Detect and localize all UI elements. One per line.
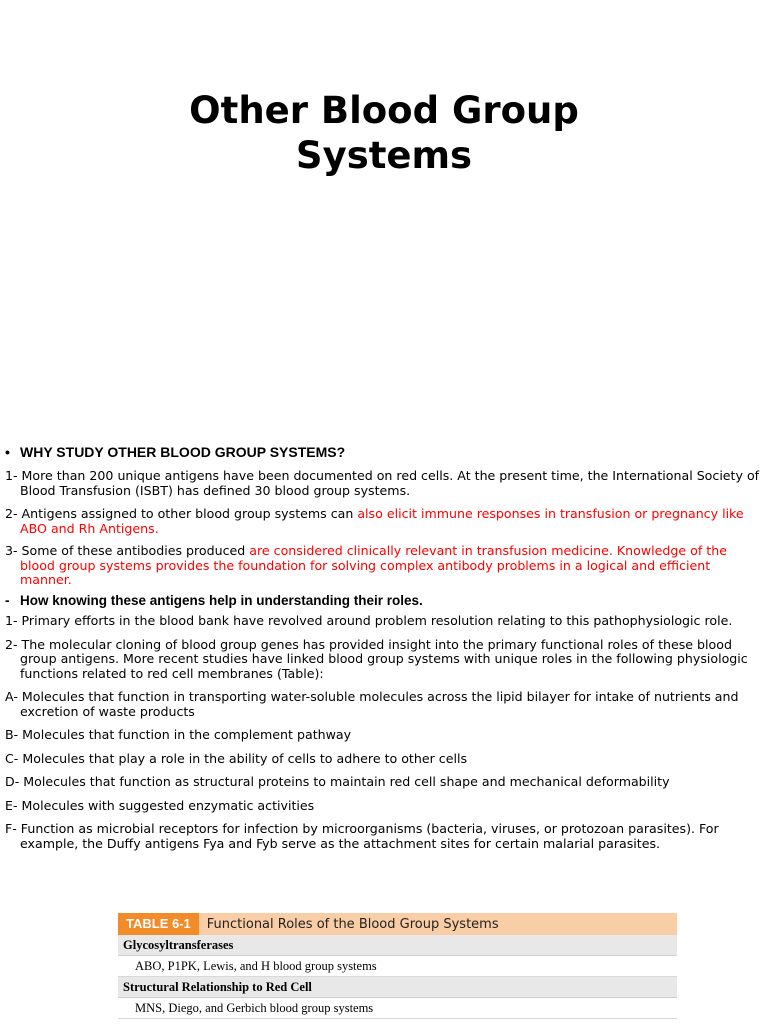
table-group-header: Structural Relationship to Red Cell <box>118 977 677 998</box>
section-heading-text: WHY STUDY OTHER BLOOD GROUP SYSTEMS? <box>20 444 346 460</box>
paragraph-2-text: 2- Antigens assigned to other blood group systems can <box>5 506 358 521</box>
function-b: B- Molecules that function in the complement pathway <box>5 727 352 742</box>
title-line-1: Other Blood Group <box>189 89 579 132</box>
point-1: 1- Primary efforts in the blood bank have revolved around problem resolution relating to this pathophysiologic role. <box>5 613 733 628</box>
paragraph-3-emphasis: are considered clinically relevant in transfusion medicine. Knowledge of the blood group systems provides the foundation for solving complex antibody problems in a logical and efficient manner. <box>20 543 727 587</box>
title-line-2: Systems <box>295 134 473 177</box>
table-title-bar <box>118 913 677 935</box>
function-f: F- Function as microbial receptors for infection by microorganisms (bacteria, viruses, or protozoan parasites). For example, the Duffy antigens Fya and Fyb serve as the attachment sites for certain malarial parasites. <box>5 821 719 851</box>
paragraph-3-text: 3- Some of these antibodies produced <box>5 543 250 558</box>
functional-roles-table <box>118 913 677 1024</box>
sub-heading <box>5 594 765 609</box>
function-c: C- Molecules that play a role in the ability of cells to adhere to other cells <box>5 750 468 766</box>
function-a: A- Molecules that function in transporting water-soluble molecules across the lipid bilayer for intake of nutrients and excretion of waste products <box>5 689 739 719</box>
slide-title <box>0 88 768 178</box>
paragraph-3 <box>5 544 765 588</box>
point-2: 2- The molecular cloning of blood group genes has provided insight into the primary functional roles of these blood group antigens. More recent studies have linked blood group systems with unique roles in the following physiologic functions related to red cell membranes (Table): <box>5 636 748 681</box>
paragraph-2-emphasis: also elicit immune responses in transfusion or pregnancy like ABO and Rh Antigens. <box>20 506 744 536</box>
table-group-header: Glycosyltransferases <box>118 935 677 956</box>
body-content <box>5 443 765 851</box>
table-caption: Functional Roles of the Blood Group Systems <box>206 916 499 932</box>
section-heading <box>5 443 765 461</box>
sub-heading-text: How knowing these antigens help in understanding their roles. <box>20 592 423 608</box>
dash-icon: - <box>5 592 10 608</box>
function-d: D- Molecules that function as structural proteins to maintain red cell shape and mechanical deformability <box>5 774 670 789</box>
table-row: MNS, Diego, and Gerbich blood group systems <box>118 998 677 1019</box>
function-e: E- Molecules with suggested enzymatic activities <box>5 797 315 813</box>
paragraph-1: 1- More than 200 unique antigens have been documented on red cells. At the present time, the International Society of Blood Transfusion (ISBT) has defined 30 blood group systems. <box>5 468 760 498</box>
table-row: ABO, P1PK, Lewis, and H blood group systems <box>118 956 677 977</box>
table-number: TABLE 6-1 <box>118 913 199 935</box>
bullet-icon: • <box>5 444 10 460</box>
paragraph-2 <box>5 507 765 536</box>
